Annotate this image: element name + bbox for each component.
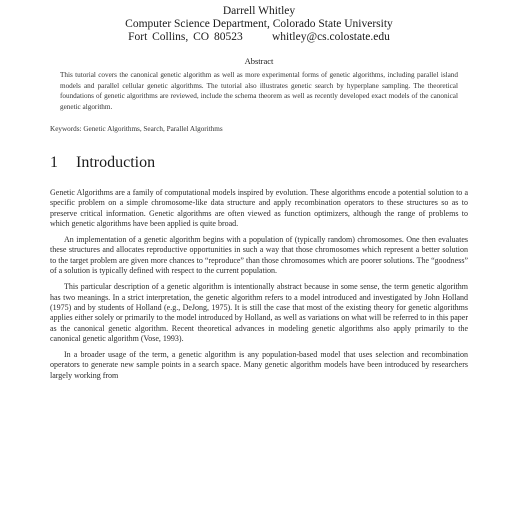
author-name: Darrell Whitley bbox=[222, 5, 296, 17]
abstract-body: This tutorial covers the canonical genetic algorithm as well as more experimental forms of genetic algorithms, including parallel island models and parallel cellular genetic algorithms. The tutorial also illustrates genetic search by hyperplane sampling. The theoretical foundations of genetic algorithms are reviewed, include the schema theorem as well as recently developed exact models of the canonical genetic algorithm. bbox=[60, 71, 458, 111]
section-number: 1 bbox=[50, 154, 58, 171]
body-paragraph: An implementation of a genetic algorithm begins with a population of (typically random) chromosomes. One then evaluates these structures and allocates reproductive opportunities in such a way that those chromosomes which represent a better solution to the target problem are given more chances to “reproduce” than those chromosomes which are poorer solutions. The “goodness” of a solution is typically defined with respect to the current population. bbox=[50, 235, 468, 276]
abstract-title: Abstract bbox=[244, 56, 274, 66]
body-paragraph: In a broader usage of the term, a genetic algorithm is any population-based model that uses selection and recombination operators to generate new sample points in a search space. Many genetic algorithm models have been introduced by researchers largely working from bbox=[50, 350, 468, 380]
body-paragraph: This particular description of a genetic algorithm is intentionally abstract because in some sense, the term genetic algorithm has two meanings. In a strict interpretation, the genetic algorithm refers to a model introduced and investigated by John Holland (1975) and by students of Holland (e.g., DeJong, 1975). It is still the case that most of the existing theory for genetic algorithms applies either solely or primarily to the model introduced by Holland, as well as variations on what will be referred to in this paper as the canonical genetic algorithm. Recent theoretical advances in modeling genetic algorithms also apply primarily to the canonical genetic algorithm (Vose, 1993). bbox=[50, 282, 468, 343]
section-heading bbox=[50, 154, 468, 172]
author-affiliation: Computer Science Department, Colorado State University bbox=[125, 18, 393, 30]
section-title: Introduction bbox=[76, 154, 156, 171]
address-city: Fort Collins, CO 80523 bbox=[128, 31, 243, 43]
author-address bbox=[50, 31, 468, 44]
body-paragraph: Genetic Algorithms are a family of computational models inspired by evolution. These algorithms encode a potential solution to a specific problem on a simple chromosome-like data structure and apply recombination operators to these structures so as to preserve critical information. Genetic algorithms are often viewed as function optimizers, although the range of problems to which genetic algorithms have been applied is quite broad. bbox=[50, 188, 468, 228]
keywords: Keywords: Genetic Algorithms, Search, Parallel Algorithms bbox=[50, 125, 223, 133]
author-email: whitley@cs.colostate.edu bbox=[271, 31, 390, 43]
paper-header bbox=[50, 0, 468, 44]
